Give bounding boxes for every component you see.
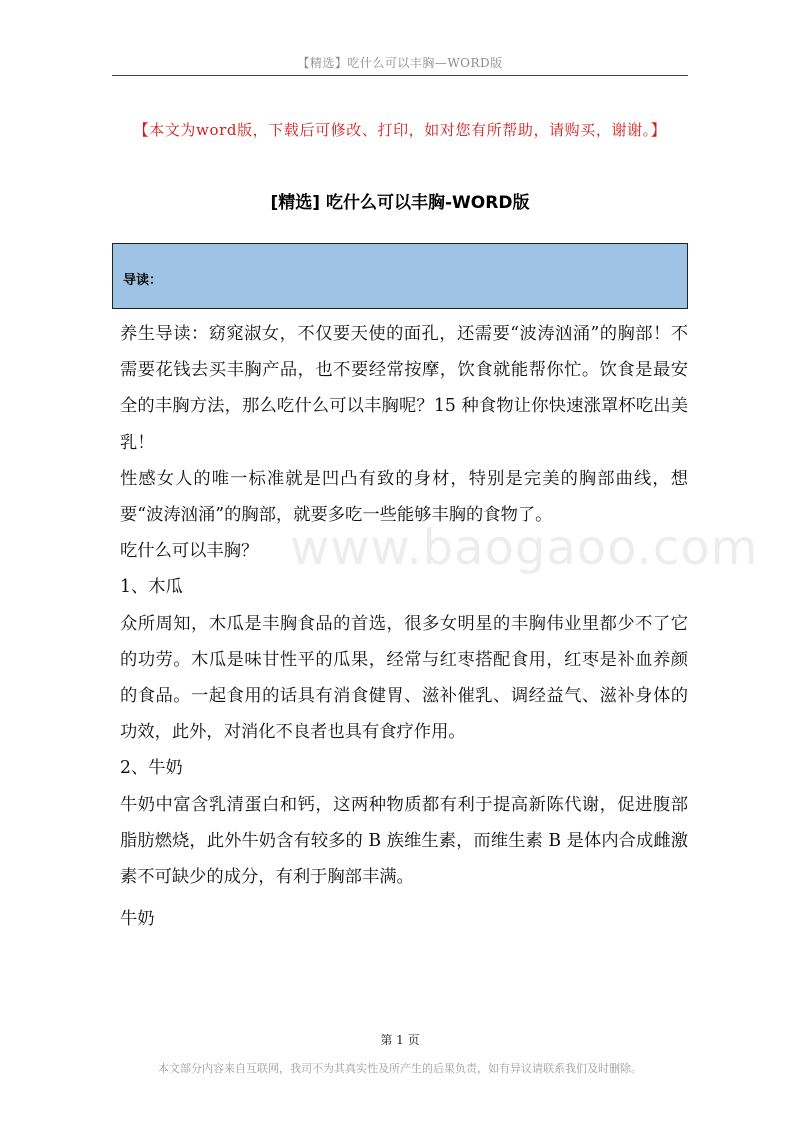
milk-paragraph: 牛奶中富含乳清蛋白和钙，这两种物质都有利于提高新陈代谢，促进腹部脂肪燃烧，此外牛奶含有较多的 B 族维生素，而维生素 B 是体内合成雌激素不可缺少的成分，有利于胸部丰满。 [120, 794, 688, 888]
lead-label: 导读： [123, 273, 163, 288]
milk-caption: 牛奶 [120, 909, 155, 930]
purchase-notice: 【本文为word版，下载后可修改、打印，如对您有所帮助，请购买，谢谢。】 [133, 121, 667, 139]
intro-paragraph: 养生导读：窈窕淑女，不仅要天使的面孔，还需要“波涛汹涌”的胸部！不需要花钱去买丰胸产品，也不要经常按摩，饮食就能帮你忙。饮食是最安全的丰胸方法，那么吃什么可以丰胸呢？15 种食物让你快速涨罩杯吃出美乳！ [120, 324, 688, 453]
header-divider [112, 75, 688, 76]
disclaimer-footer: 本文部分内容来自互联网，我司不为其真实性及所产生的后果负责，如有异议请联系我们及时删除。 [158, 1062, 642, 1075]
article-body [120, 316, 688, 937]
running-header: 【精选】吃什么可以丰胸—WORD版 [297, 56, 503, 70]
lead-box [112, 243, 688, 309]
section-heading-milk: 2、牛奶 [120, 758, 183, 779]
document-title: [精选] 吃什么可以丰胸-WORD版 [270, 193, 530, 213]
body-paragraph: 性感女人的唯一标准就是凹凸有致的身材，特别是完美的胸部曲线，想要“波涛汹涌”的胸部，就要多吃一些能够丰胸的食物了。 [120, 468, 688, 526]
section-heading-papaya: 1、木瓜 [120, 577, 183, 598]
papaya-paragraph: 众所周知，木瓜是丰胸食品的首选，很多女明星的丰胸伟业里都少不了它的功劳。木瓜是味甘性平的瓜果，经常与红枣搭配食用，红枣是补血养颜的食品。一起食用的话具有消食健胃、滋补催乳、调经益气、滋补身体的功效，此外，对消化不良者也具有食疗作用。 [120, 613, 688, 743]
page-number: 第 1 页 [380, 1033, 420, 1047]
watermark: www.baogaoo.com [290, 520, 759, 576]
section-question: 吃什么可以丰胸？ [120, 541, 259, 562]
